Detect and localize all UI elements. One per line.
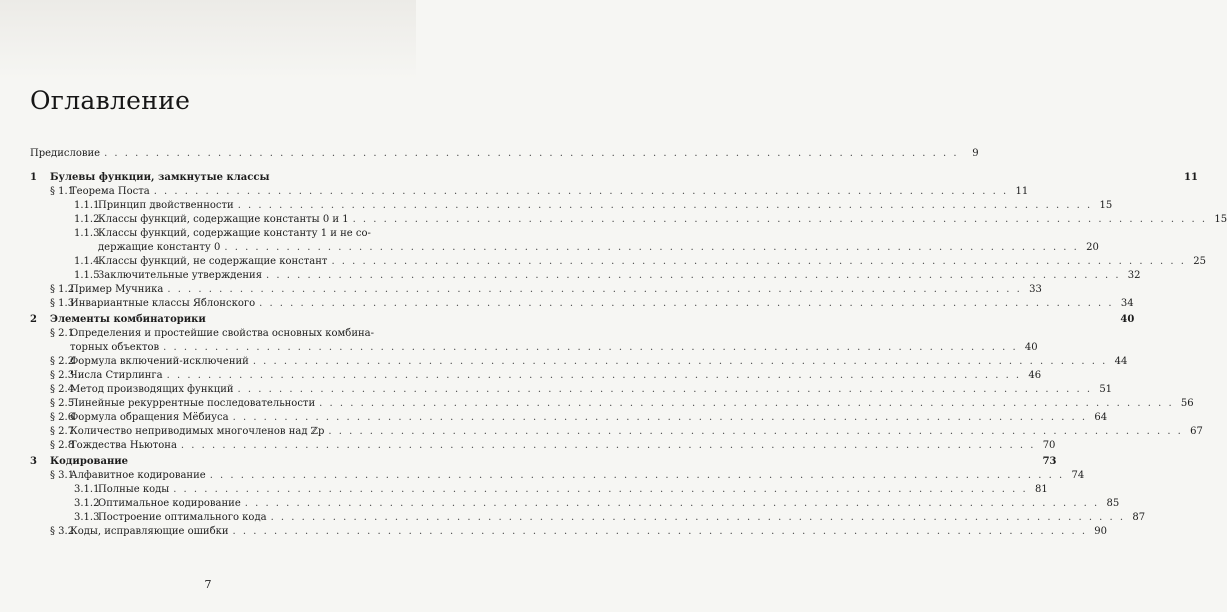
leader-dots <box>167 284 1022 296</box>
toc-entry[interactable] <box>30 256 1206 268</box>
leader-dots <box>154 186 1009 198</box>
entry-title: Полные коды <box>98 484 170 495</box>
chapter-title: Кодирование <box>50 456 129 467</box>
entry-title: Пример Мучника <box>70 284 164 295</box>
entry-title: Инвариантные классы Яблонского <box>70 298 256 309</box>
leader-dots <box>271 512 1126 524</box>
leader-dots <box>233 412 1088 424</box>
toc-entry[interactable] <box>30 384 1113 396</box>
entry-number: § 2.2 <box>50 356 75 367</box>
entry-page: 46 <box>1028 370 1042 381</box>
toc-entry[interactable] <box>30 484 1048 496</box>
entry-number: 1.1.5 <box>74 270 100 281</box>
chapter-page: 11 <box>1184 172 1198 183</box>
toc-chapter[interactable] <box>30 172 1198 184</box>
chapter-number: 1 <box>30 172 37 183</box>
entry-page: 56 <box>1180 398 1194 409</box>
page-heading: Оглавление <box>30 86 191 115</box>
entry-title: Числа Стирлинга <box>70 370 163 381</box>
entry-title: Определения и простейшие свойства основных комбина- <box>70 328 374 339</box>
toc-entry-continuation[interactable] <box>30 242 1099 254</box>
toc-entry[interactable] <box>30 470 1085 482</box>
entry-page: 44 <box>1114 356 1128 367</box>
entry-page: 70 <box>1042 440 1056 451</box>
entry-title: Классы функций, содержащие константу 1 и не со- <box>98 228 371 239</box>
entry-title: Тождества Ньютона <box>70 440 177 451</box>
toc-entry[interactable] <box>30 228 390 240</box>
entry-number: § 1.2 <box>50 284 75 295</box>
leader-dots <box>319 398 1174 410</box>
entry-page: 40 <box>1024 342 1038 353</box>
chapter-title: Элементы комбинаторики <box>50 314 206 325</box>
toc-entry[interactable] <box>30 440 1056 452</box>
entry-title: Принцип двойственности <box>98 200 234 211</box>
entry-page: 34 <box>1120 298 1134 309</box>
entry-page: 15 <box>1099 200 1113 211</box>
entry-number: 1.1.1 <box>74 200 100 211</box>
entry-page: 11 <box>1015 186 1029 197</box>
toc-title: Предисловие <box>30 148 101 159</box>
toc-entry[interactable] <box>30 356 1128 368</box>
entry-title: Количество неприводимых многочленов над ℤp <box>70 426 325 437</box>
entry-number: § 2.6 <box>50 412 75 423</box>
leader-dots <box>353 214 1208 226</box>
leader-dots <box>163 342 1018 354</box>
entry-number: 1.1.2 <box>74 214 100 225</box>
toc-entry[interactable] <box>30 270 1141 282</box>
leader-dots <box>233 526 1088 538</box>
entry-page: 90 <box>1094 526 1108 537</box>
toc-entry[interactable] <box>30 200 1113 212</box>
leader-dots <box>259 298 1114 310</box>
toc-entry[interactable] <box>30 526 1108 538</box>
leader-dots <box>245 498 1100 510</box>
entry-page: 32 <box>1127 270 1141 281</box>
leader-dots <box>167 370 1022 382</box>
toc-entry[interactable] <box>30 370 1042 382</box>
entry-page: 85 <box>1106 498 1120 509</box>
leader-dots <box>331 256 1186 268</box>
entry-title: Классы функций, содержащие константы 0 и 1 <box>98 214 349 225</box>
bleed-through-shadow <box>0 0 416 80</box>
entry-number: 1.1.3 <box>74 228 100 239</box>
entry-number: § 2.1 <box>50 328 75 339</box>
toc-entry[interactable] <box>30 512 1146 524</box>
entry-title: Теорема Поста <box>70 186 150 197</box>
toc-entry[interactable] <box>30 214 1227 226</box>
entry-number: § 2.8 <box>50 440 75 451</box>
leader-dots <box>224 242 1079 254</box>
entry-title: Коды, исправляющие ошибки <box>70 526 229 537</box>
leader-dots <box>210 470 1065 482</box>
entry-title: Формула включений-исключений <box>70 356 249 367</box>
entry-number: 3.1.1 <box>74 484 100 495</box>
entry-number: § 3.2 <box>50 526 75 537</box>
chapter-page: 40 <box>1120 314 1135 325</box>
entry-title: Метод производящих функций <box>70 384 234 395</box>
entry-page: 33 <box>1029 284 1042 295</box>
entry-number: 1.1.4 <box>74 256 100 267</box>
toc-chapter[interactable] <box>30 314 1135 326</box>
toc-entry[interactable] <box>30 284 1042 296</box>
entry-number: § 1.3 <box>50 298 75 309</box>
entry-number: § 3.1 <box>50 470 75 481</box>
entry-title: Классы функций, не содержащие констант <box>98 256 328 267</box>
page-number: 7 <box>204 578 212 591</box>
toc-page: 9 <box>972 148 979 159</box>
leader-dots <box>238 200 1093 212</box>
entry-page: 64 <box>1094 412 1108 423</box>
entry-number: § 2.5 <box>50 398 75 409</box>
toc-entry[interactable] <box>30 186 1029 198</box>
entry-title: Заключительные утверждения <box>98 270 263 281</box>
toc-entry-continuation[interactable] <box>30 342 1038 354</box>
entry-title: Линейные рекуррентные последовательности <box>70 398 316 409</box>
chapter-number: 3 <box>30 456 37 467</box>
leader-dots <box>253 356 1108 368</box>
toc-chapter[interactable] <box>30 456 1057 468</box>
entry-number: § 2.3 <box>50 370 75 381</box>
toc-entry[interactable] <box>30 328 390 340</box>
toc-entry[interactable] <box>30 412 1108 424</box>
entry-title: Формула обращения Мёбиуса <box>70 412 229 423</box>
leader-dots <box>173 484 1028 496</box>
entry-number: § 1.1 <box>50 186 75 197</box>
leader-dots <box>328 426 1183 438</box>
leader-dots <box>181 440 1036 452</box>
entry-page: 51 <box>1099 384 1113 395</box>
entry-number: 3.1.2 <box>74 498 100 509</box>
chapter-title: Булевы функции, замкнутые классы <box>50 172 270 183</box>
entry-title: Алфавитное кодирование <box>70 470 206 481</box>
entry-page: 74 <box>1071 470 1085 481</box>
entry-page: 87 <box>1132 512 1146 523</box>
toc-entry[interactable] <box>30 298 1134 310</box>
entry-title-cont: держащие константу 0 <box>98 242 221 253</box>
entry-page: 67 <box>1190 426 1203 437</box>
toc-entry[interactable] <box>30 398 1194 410</box>
entry-number: 3.1.3 <box>74 512 100 523</box>
leader-dots <box>238 384 1093 396</box>
entry-title: Оптимальное кодирование <box>98 498 241 509</box>
toc-entry[interactable] <box>30 426 1203 438</box>
chapter-page: 73 <box>1042 456 1057 467</box>
entry-number: § 2.7 <box>50 426 75 437</box>
entry-number: § 2.4 <box>50 384 75 395</box>
leader-dots <box>266 270 1121 282</box>
entry-page: 15 <box>1214 214 1227 225</box>
toc-entry[interactable] <box>30 498 1120 510</box>
entry-page: 20 <box>1086 242 1099 253</box>
chapter-number: 2 <box>30 314 37 325</box>
entry-page: 81 <box>1034 484 1048 495</box>
toc-preface[interactable] <box>30 148 979 160</box>
entry-page: 25 <box>1193 256 1206 267</box>
entry-title: Построение оптимального кода <box>98 512 267 523</box>
entry-title-cont: торных объектов <box>70 342 160 353</box>
leader-dots <box>104 148 959 160</box>
